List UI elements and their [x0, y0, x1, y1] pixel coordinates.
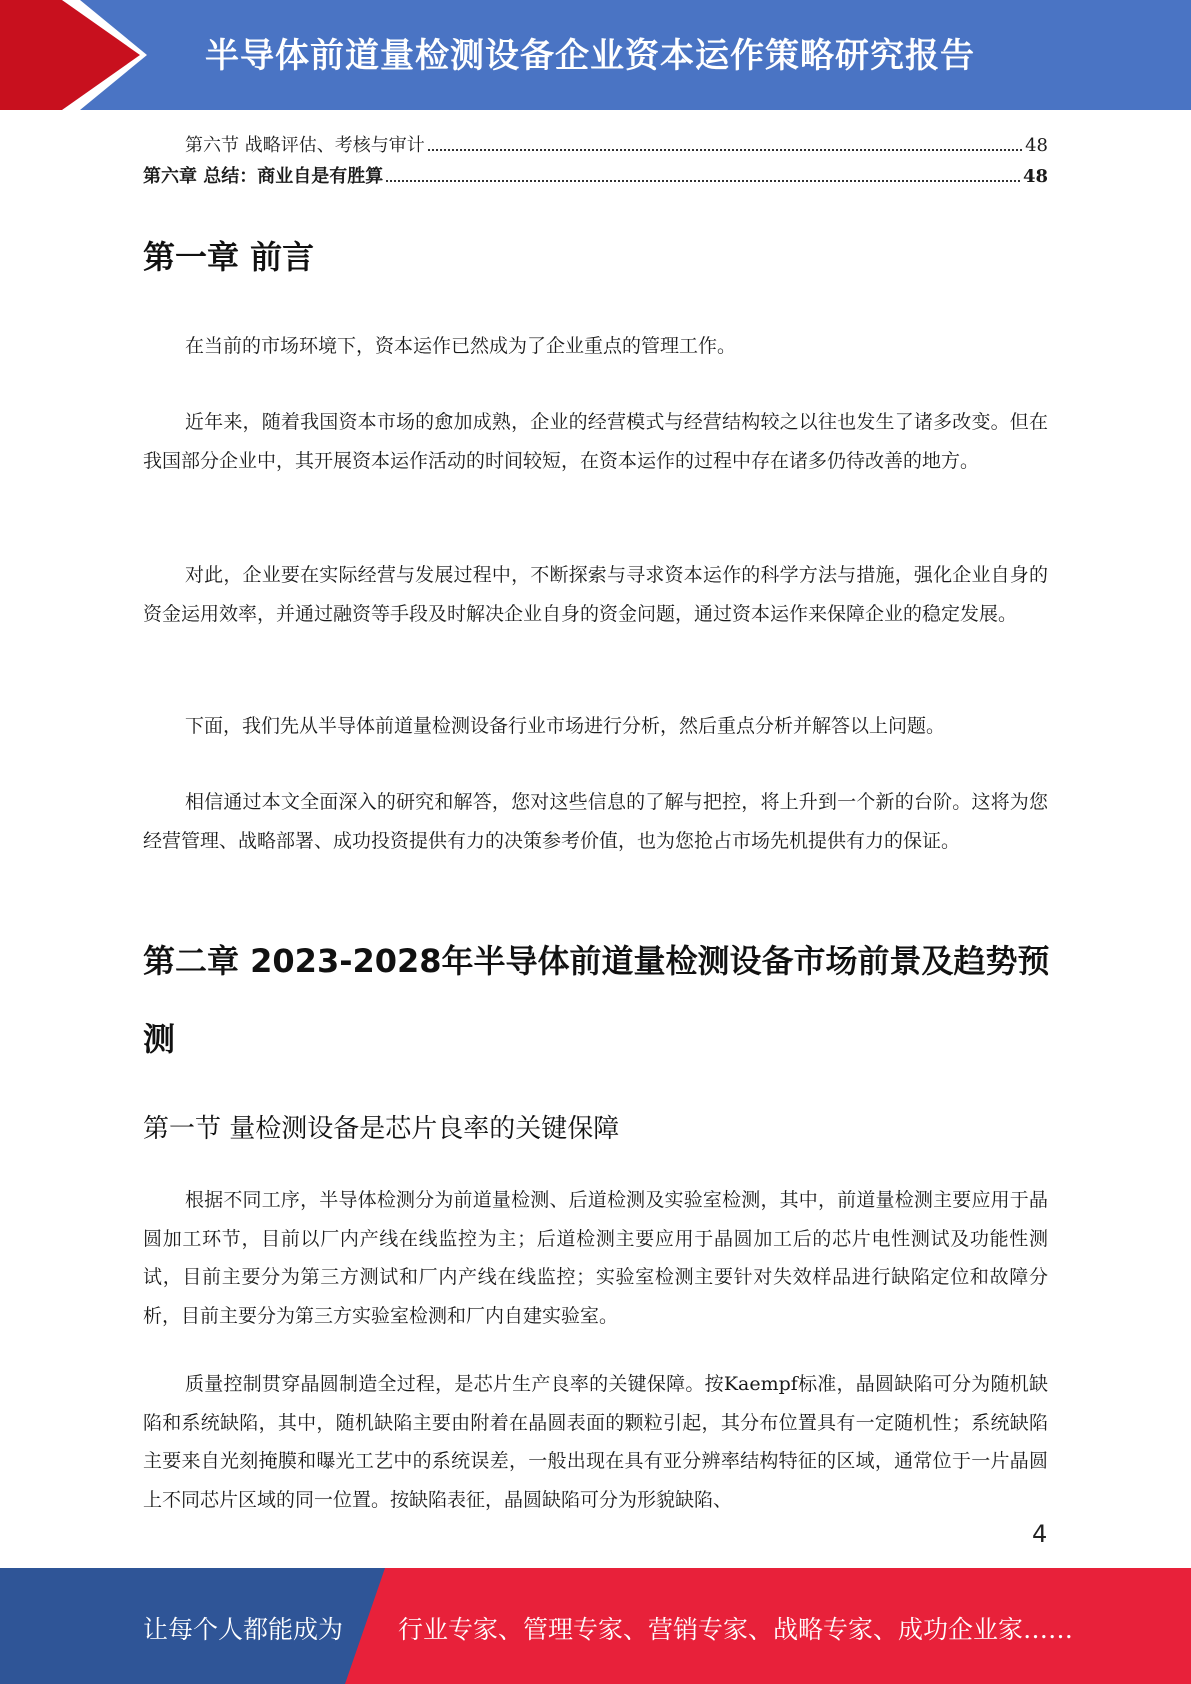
- body-paragraph: 下面，我们先从半导体前道量检测设备行业市场进行分析，然后重点分析并解答以上问题。: [185, 715, 946, 737]
- report-title: 半导体前道量检测设备企业资本运作策略研究报告: [205, 36, 975, 76]
- toc-entry-page: 48: [1025, 135, 1048, 156]
- toc-entry-page: 48: [1022, 166, 1048, 187]
- body-paragraph: 质量控制贯穿晶圆制造全过程，是芯片生产良率的关键保障。按Kaempf标准，晶圆缺陷可分为随机缺陷和系统缺陷，其中，随机缺陷主要由附着在晶圆表面的颗粒引起，其分布位置具有一定随机性；系统缺陷主要来自光刻掩膜和曝光工艺中的系统误差，一般出现在具有亚分辨率结构特征的区域，通常位于一片晶圆上不同芯片区域的同一位置。按缺陷表征，晶圆缺陷可分为形貌缺陷、: [143, 1373, 1048, 1511]
- page-footer: [0, 1568, 1191, 1684]
- toc-leader-dots: [386, 180, 1020, 182]
- toc-entry[interactable]: [185, 131, 1048, 157]
- body-paragraph: 对此，企业要在实际经营与发展过程中，不断探索与寻求资本运作的科学方法与措施，强化企业自身的资金运用效率，并通过融资等手段及时解决企业自身的资金问题，通过资本运作来保障企业的稳定发展。: [143, 564, 1048, 625]
- footer-slogan-right: 行业专家、管理专家、营销专家、战略专家、成功企业家……: [398, 1615, 1074, 1644]
- footer-slogan-left: 让每个人都能成为: [143, 1615, 344, 1644]
- body-paragraph: 根据不同工序，半导体检测分为前道量检测、后道检测及实验室检测，其中，前道量检测主要应用于晶圆加工环节，目前以厂内产线在线监控为主；后道检测主要应用于晶圆加工后的芯片电性测试及功能性测试，目前主要分为第三方测试和厂内产线在线监控；实验室检测主要针对失效样品进行缺陷定位和故障分析，目前主要分为第三方实验室检测和厂内自建实验室。: [143, 1189, 1048, 1327]
- body-paragraph: 近年来，随着我国资本市场的愈加成熟，企业的经营模式与经营结构较之以往也发生了诸多改变。但在我国部分企业中，其开展资本运作活动的时间较短，在资本运作的过程中存在诸多仍待改善的地方。: [143, 411, 1048, 472]
- header-arrow-decoration: [0, 0, 160, 110]
- toc-entry-label: 第六节 战略评估、考核与审计: [185, 135, 425, 156]
- toc-entry[interactable]: [143, 162, 1048, 188]
- body-paragraph: 相信通过本文全面深入的研究和解答，您对这些信息的了解与把控，将上升到一个新的台阶。这将为您经营管理、战略部署、成功投资提供有力的决策参考价值，也为您抢占市场先机提供有力的保证。: [143, 791, 1048, 852]
- toc-leader-dots: [428, 149, 1022, 151]
- page-header: [0, 0, 1191, 110]
- page-number: 4: [1032, 1520, 1048, 1548]
- toc-entry-label: 第六章 总结：商业自是有胜算: [143, 166, 384, 187]
- body-paragraph: 在当前的市场环境下，资本运作已然成为了企业重点的管理工作。: [185, 335, 737, 357]
- chapter-heading: 第一章 前言: [143, 238, 315, 276]
- chapter-heading: 第二章 2023-2028年半导体前道量检测设备市场前景及趋势预测: [143, 942, 1050, 1058]
- section-heading: 第一节 量检测设备是芯片良率的关键保障: [143, 1114, 620, 1144]
